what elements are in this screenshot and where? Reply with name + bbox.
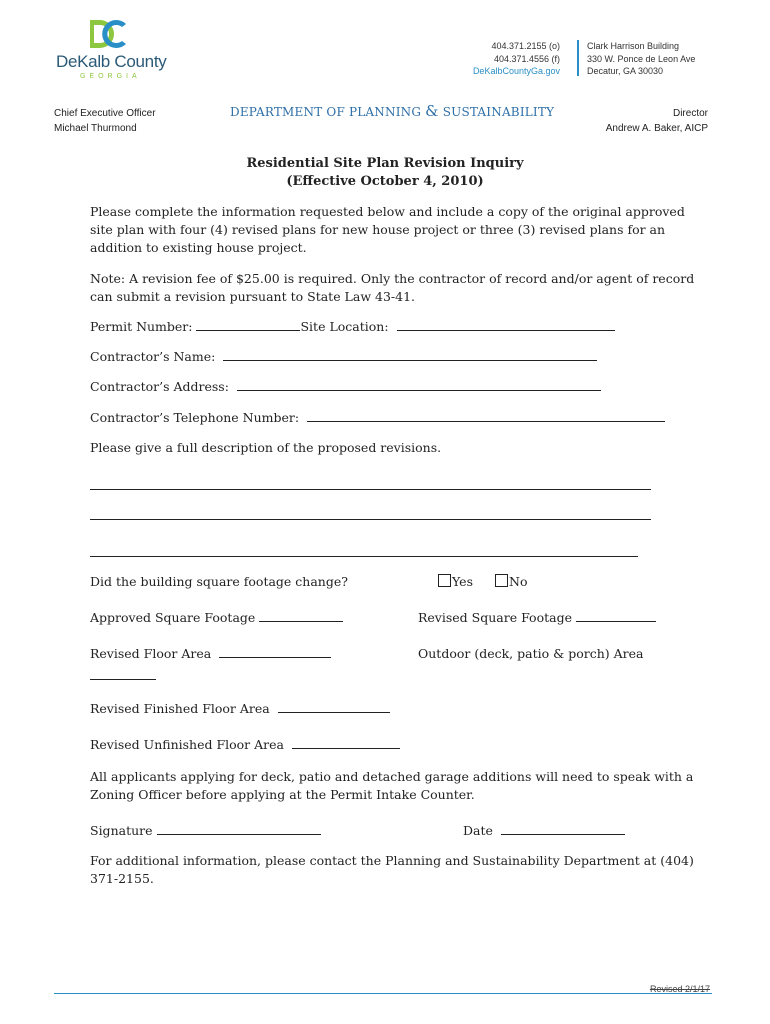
revised-date: Revised 2/1/17 [649,984,710,994]
revised-floor-label: Revised Floor Area [90,646,216,661]
contractor-phone-row [90,409,665,427]
description-line-2[interactable] [90,519,651,520]
contractor-name-field[interactable] [223,348,597,361]
fax-number: 404.371.4556 (f) [493,53,560,64]
dc-monogram-icon [88,18,128,50]
department-name: DEPARTMENT OF PLANNING & SUSTAINABILITY [230,102,555,120]
revised-finished-label: Revised Finished Floor Area [90,701,274,716]
no-option[interactable] [495,573,527,591]
contractor-address-field[interactable] [237,378,601,391]
revised-unfinished-field[interactable] [292,736,400,749]
permit-site-row [90,318,615,336]
yes-checkbox[interactable] [438,574,451,587]
form-title: Residential Site Plan Revision Inquiry [246,156,524,171]
permit-number-label: Permit Number: [90,319,197,334]
director-name: Andrew A. Baker, AICP [605,123,708,134]
contact-info: For additional information, please contact the Planning and Sustainability Department at (404) 371-2155. [90,853,694,886]
yes-label: Yes [452,574,473,589]
contractor-name-label: Contractor’s Name: [90,349,220,364]
description-line-1[interactable] [90,489,651,490]
yes-option[interactable] [438,573,473,591]
dekalb-county-logo [56,18,166,84]
approved-sqft-row [90,609,343,627]
revised-floor-field[interactable] [219,645,331,658]
contact-address [587,40,695,78]
contractor-phone-label: Contractor’s Telephone Number: [90,410,304,425]
revised-floor-row [90,645,331,663]
revised-unfinished-row [90,736,400,754]
outdoor-area-label: Outdoor (deck, patio & porch) Area [418,646,644,661]
revised-unfinished-label: Revised Unfinished Floor Area [90,737,288,752]
signature-field[interactable] [157,822,321,835]
approved-sqft-field[interactable] [259,609,343,622]
contractor-address-row [90,378,601,396]
office-phone: 404.371.2155 (o) [491,41,560,51]
contact-divider [577,40,579,76]
signature-row [90,822,321,840]
signature-label: Signature [90,823,157,838]
director-title: Director [672,108,708,119]
fee-note: Note: A revision fee of $25.00 is required. Only the contractor of record and/or agent of record can submit a revision pursuant to State Law 43-41. [90,271,695,304]
ceo-name: Michael Thurmond [54,123,137,134]
intro-paragraph: Please complete the information requested below and include a copy of the original approved site plan with four (4) revised plans for new house project or three (3) revised plans for an addition to existing house project. [90,204,685,255]
revised-finished-row [90,700,390,718]
street-address: 330 W. Ponce de Leon Ave [587,53,696,64]
logo-state-name: GEORGIA [80,73,141,80]
website-link[interactable]: DeKalbCountyGa.gov [472,66,560,76]
revised-sqft-row [418,609,656,627]
zoning-note: All applicants applying for deck, patio and detached garage additions will need to speak with a Zoning Officer before applying at the Permit Intake Counter. [90,769,694,802]
site-location-label: Site Location: [300,319,393,334]
description-prompt: Please give a full description of the proposed revisions. [90,440,442,455]
contact-numbers [473,40,560,78]
contractor-address-label: Contractor’s Address: [90,379,233,394]
no-checkbox[interactable] [495,574,508,587]
footer-rule [54,993,712,994]
ceo-block [54,106,156,136]
revised-sqft-field[interactable] [576,609,656,622]
form-title-block [0,155,770,191]
revised-finished-field[interactable] [278,700,390,713]
permit-number-field[interactable] [196,318,300,331]
no-label: No [509,574,528,589]
contractor-name-row [90,348,597,366]
logo-county-name: DeKalb County [56,52,167,71]
sqft-question: Did the building square footage change? [90,574,348,589]
form-subtitle: (Effective October 4, 2010) [286,174,484,189]
revised-sqft-label: Revised Square Footage [418,610,576,625]
date-label: Date [463,823,497,838]
contractor-phone-field[interactable] [307,409,665,422]
description-line-3[interactable] [90,556,638,557]
ceo-title: Chief Executive Officer [54,108,156,119]
city-state-zip: Decatur, GA 30030 [587,66,664,76]
director-block [606,106,708,136]
approved-sqft-label: Approved Square Footage [90,610,260,625]
date-row [463,822,625,840]
building-name: Clark Harrison Building [587,41,680,51]
site-location-field[interactable] [397,318,615,331]
outdoor-area-field[interactable] [90,679,156,680]
date-field[interactable] [501,822,625,835]
